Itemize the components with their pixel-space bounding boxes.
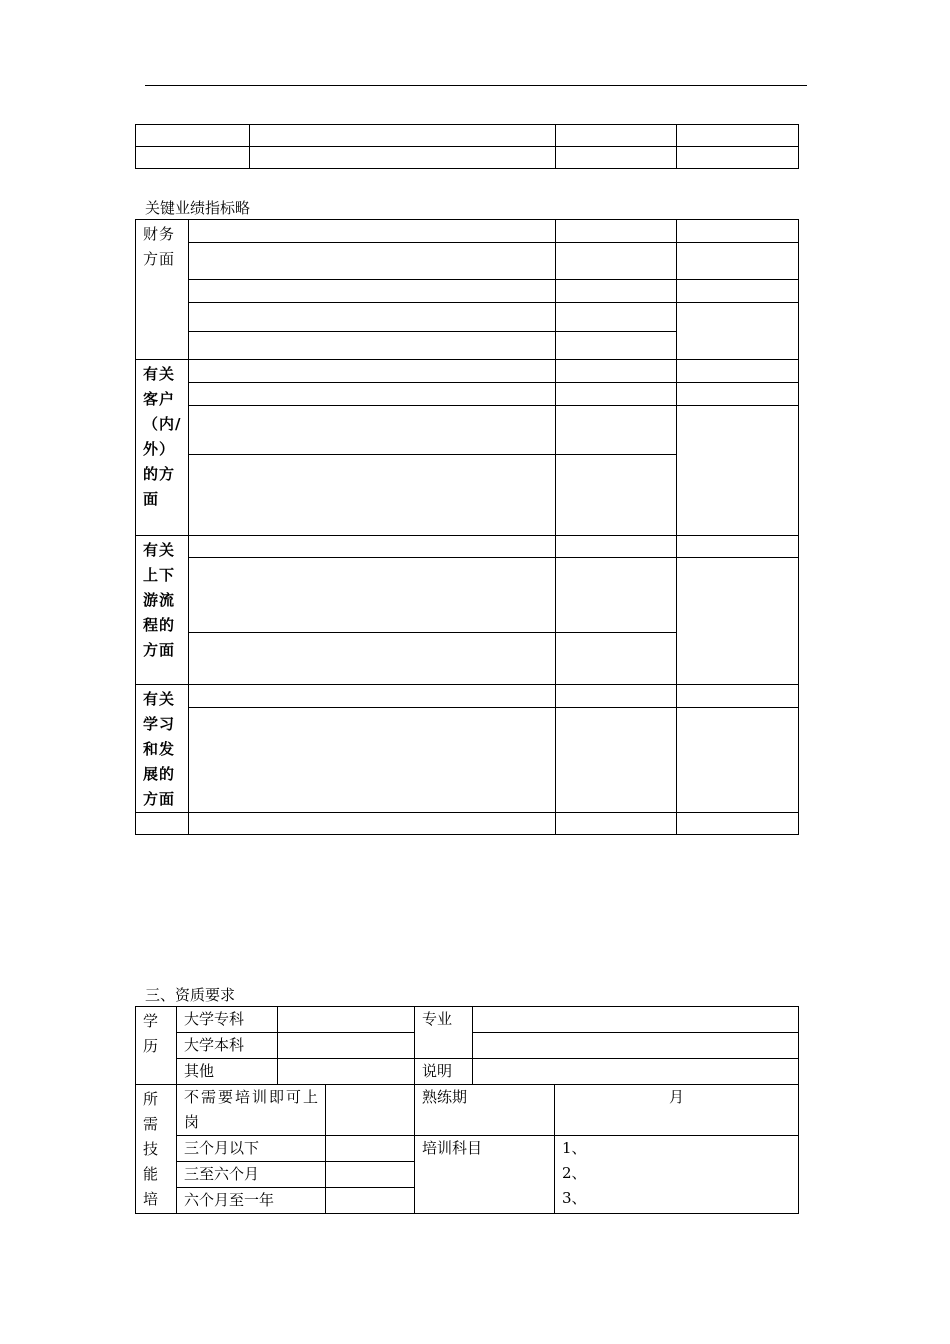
category-customer: 有关客户（内/外）的方面: [136, 360, 189, 536]
kpi-cell[interactable]: [556, 280, 677, 303]
kpi-cell[interactable]: [677, 536, 799, 558]
training-option: 三个月以下: [177, 1136, 326, 1162]
note-value-cell[interactable]: [473, 1059, 799, 1085]
kpi-title: 关键业绩指标略: [145, 199, 251, 217]
blank-cell[interactable]: [556, 147, 677, 169]
kpi-cell[interactable]: [189, 220, 556, 243]
kpi-cell[interactable]: [189, 280, 556, 303]
category-finance: 财务方面: [136, 220, 189, 360]
training-label: 所需技能培: [136, 1085, 177, 1214]
training-option: 六个月至一年: [177, 1188, 326, 1214]
kpi-cell[interactable]: [677, 558, 799, 685]
subjects-list: [555, 1136, 799, 1214]
major-label: 专业: [415, 1007, 473, 1059]
qualification-table: [135, 1006, 799, 1214]
training-option: 三至六个月: [177, 1162, 326, 1188]
kpi-cell[interactable]: [556, 685, 677, 708]
kpi-cell[interactable]: [189, 332, 556, 360]
kpi-cell[interactable]: [556, 455, 677, 536]
training-value-cell[interactable]: [326, 1162, 415, 1188]
proficiency-month: 月: [555, 1085, 799, 1136]
kpi-cell[interactable]: [556, 813, 677, 835]
kpi-cell[interactable]: [556, 383, 677, 406]
kpi-cell[interactable]: [556, 243, 677, 280]
kpi-cell[interactable]: [677, 707, 799, 812]
kpi-cell[interactable]: [189, 633, 556, 685]
major-value-cell[interactable]: [473, 1007, 799, 1033]
kpi-cell[interactable]: [556, 633, 677, 685]
kpi-table: [135, 219, 799, 835]
education-value-cell[interactable]: [278, 1033, 415, 1059]
kpi-cell[interactable]: [677, 280, 799, 303]
blank-cell[interactable]: [677, 125, 799, 147]
kpi-cell[interactable]: [189, 707, 556, 812]
blank-cell[interactable]: [250, 147, 556, 169]
training-value-cell[interactable]: [326, 1188, 415, 1214]
kpi-cell[interactable]: [189, 455, 556, 536]
blank-cell[interactable]: [136, 125, 250, 147]
kpi-cell[interactable]: [189, 360, 556, 383]
subject-item: 1、: [562, 1139, 587, 1157]
kpi-cell[interactable]: [677, 685, 799, 708]
blank-cell[interactable]: [250, 125, 556, 147]
qualification-title: 三、资质要求: [145, 986, 236, 1004]
kpi-cell[interactable]: [189, 558, 556, 633]
kpi-cell[interactable]: [556, 406, 677, 455]
kpi-cell[interactable]: [677, 813, 799, 835]
subject-item: 3、: [562, 1189, 587, 1207]
kpi-cell[interactable]: [677, 360, 799, 383]
category-learning: 有关学习和发展的方面: [136, 685, 189, 813]
subjects-label: 培训科目: [415, 1136, 555, 1214]
header-rule: [145, 85, 807, 86]
training-value-cell[interactable]: [326, 1136, 415, 1162]
kpi-cell[interactable]: [556, 220, 677, 243]
note-label: 说明: [415, 1059, 473, 1085]
kpi-cell[interactable]: [189, 303, 556, 332]
category-process: 有关上下游流程的方面: [136, 536, 189, 685]
kpi-cell[interactable]: [677, 406, 799, 536]
kpi-cell[interactable]: [556, 360, 677, 383]
kpi-cell[interactable]: [189, 406, 556, 455]
subject-item: 2、: [562, 1164, 587, 1182]
kpi-cell[interactable]: [189, 536, 556, 558]
kpi-cell[interactable]: [677, 243, 799, 280]
kpi-cell[interactable]: [556, 332, 677, 360]
education-value-cell[interactable]: [278, 1059, 415, 1085]
education-option: 大学本科: [177, 1033, 278, 1059]
education-label: 学历: [136, 1007, 177, 1085]
kpi-cell[interactable]: [189, 813, 556, 835]
kpi-cell[interactable]: [136, 813, 189, 835]
blank-cell[interactable]: [136, 147, 250, 169]
top-blank-table: [135, 124, 799, 169]
kpi-cell[interactable]: [189, 243, 556, 280]
blank-cell[interactable]: [556, 125, 677, 147]
kpi-cell[interactable]: [556, 303, 677, 332]
education-option: 大学专科: [177, 1007, 278, 1033]
training-option: 不需要培训即可上岗: [177, 1085, 326, 1136]
kpi-cell[interactable]: [189, 383, 556, 406]
kpi-cell[interactable]: [677, 303, 799, 360]
kpi-cell[interactable]: [556, 558, 677, 633]
kpi-cell[interactable]: [189, 685, 556, 708]
training-value-cell[interactable]: [326, 1085, 415, 1136]
kpi-cell[interactable]: [556, 536, 677, 558]
kpi-cell[interactable]: [677, 220, 799, 243]
blank-cell[interactable]: [677, 147, 799, 169]
major-value-cell[interactable]: [473, 1033, 799, 1059]
education-option: 其他: [177, 1059, 278, 1085]
proficiency-label: 熟练期: [415, 1085, 555, 1136]
kpi-cell[interactable]: [677, 383, 799, 406]
kpi-cell[interactable]: [556, 707, 677, 812]
education-value-cell[interactable]: [278, 1007, 415, 1033]
